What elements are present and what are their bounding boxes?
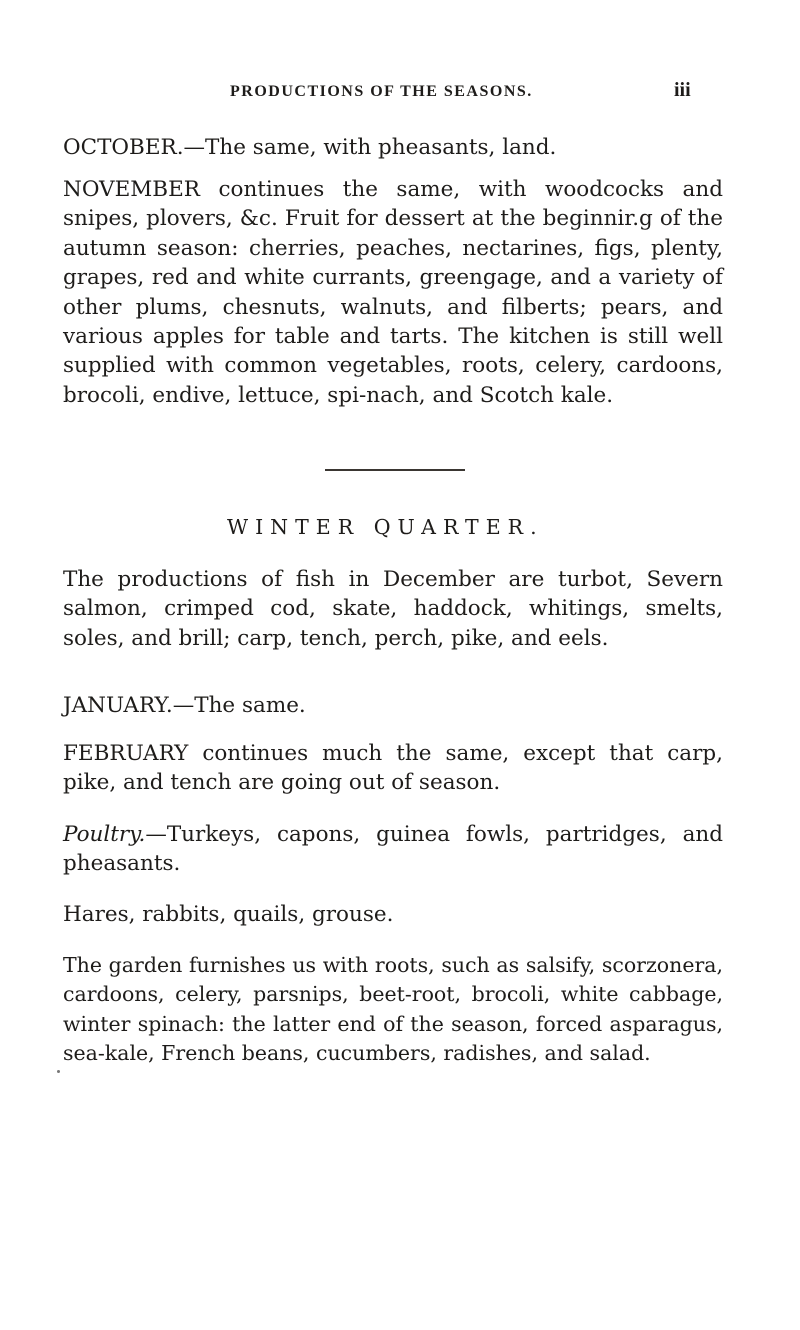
paragraph-february: FEBRUARY continues much the same, except that carp, pike, and tench are going out of season. <box>63 741 723 796</box>
paragraph-game: Hares, rabbits, quails, grouse. <box>63 902 394 927</box>
paragraph-december: The productions of fish in December are turbot, Severn salmon, crimped cod, skate, haddock, whitings, smelts, soles, and brill; carp, tench, perch, pike, and eels. <box>63 567 723 651</box>
paragraph-january: JANUARY.—The same. <box>63 693 306 718</box>
page-number: iii <box>674 79 691 101</box>
paragraph-october: OCTOBER.—The same, with pheasants, land. <box>63 135 557 160</box>
paragraph-garden: The garden furnishes us with roots, such as salsify, scorzonera, cardoons, celery, parsnips, beet-root, brocoli, white cabbage, winter spinach: the latter end of the season, forced asparagus, sea-kale, French beans, cucumbers, radishes, and salad. <box>63 953 723 1066</box>
stray-mark <box>57 1070 60 1073</box>
section-heading: WINTER QUARTER. <box>227 515 544 539</box>
section-divider <box>325 469 465 471</box>
poultry-text: —Turkeys, capons, guinea fowls, partridges, and pheasants. <box>63 822 723 877</box>
running-header <box>230 79 790 107</box>
running-title: PRODUCTIONS OF THE SEASONS. <box>230 83 533 100</box>
poultry-label: Poultry. <box>63 822 146 847</box>
paragraph-poultry <box>63 820 723 879</box>
paragraph-november: NOVEMBER continues the same, with woodcocks and snipes, plovers, &c. Fruit for dessert at the beginnir.g of the autumn season: cherries, peaches, nectarines, figs, plenty, grapes, red and white currants, greengage, and a variety of other plums, chesnuts, walnuts, and filberts; pears, and various apples for table and tarts. The kitchen is still well supplied with common vegetables, roots, celery, cardoons, brocoli, endive, lettuce, spi-nach, and Scotch kale. <box>63 177 723 408</box>
